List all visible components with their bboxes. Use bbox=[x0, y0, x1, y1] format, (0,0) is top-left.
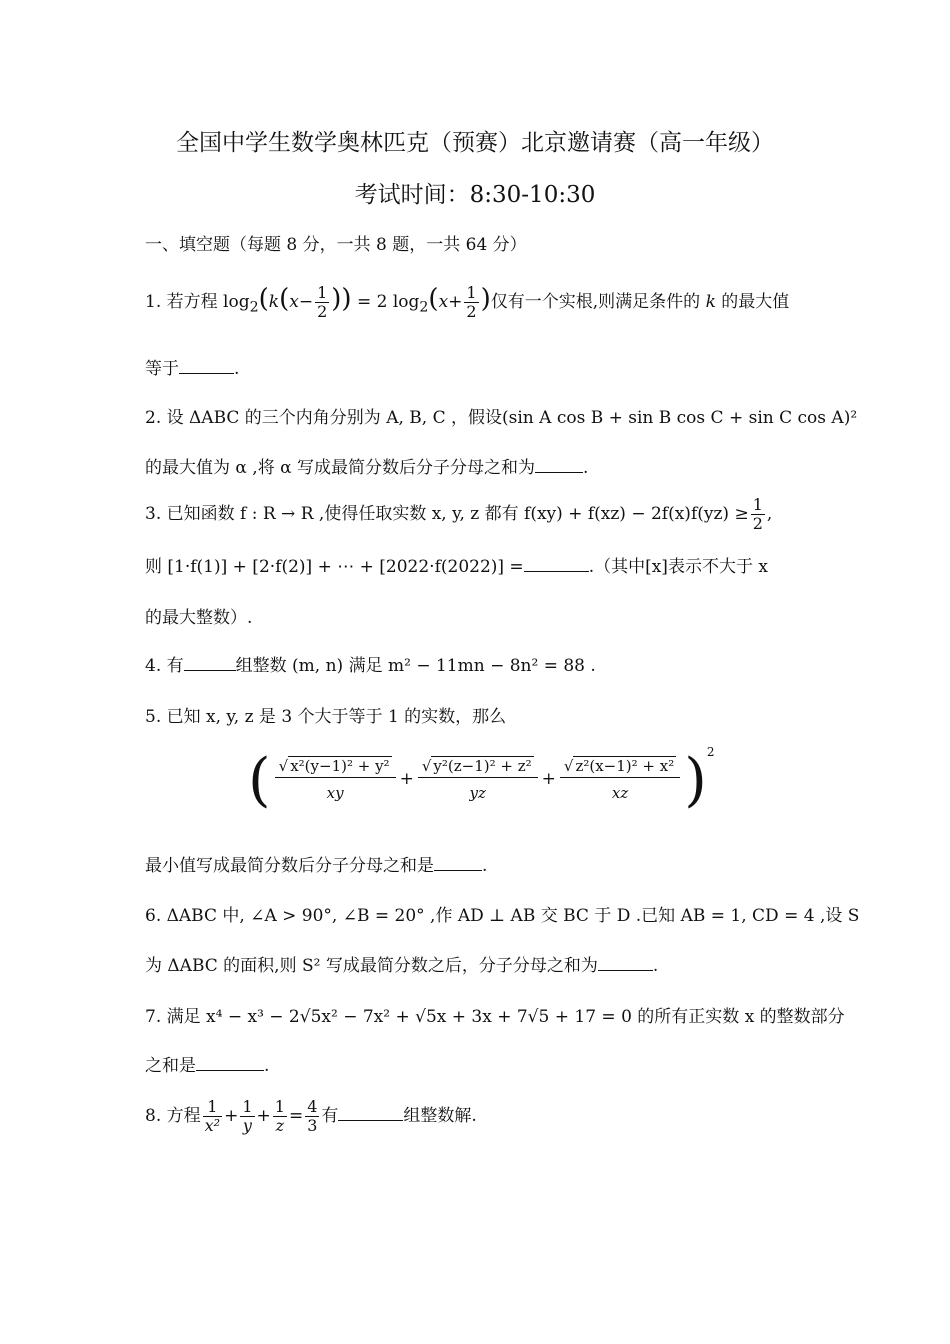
problem-5-line-2: 最小值写成最简分数后分子分母之和是 . bbox=[145, 856, 488, 876]
problem-6-line-1: 6. ΔABC 中, ∠A > 90°, ∠B = 20° ,作 AD ⊥ AB 交 BC 于 D .已知 AB = 1, CD = 4 ,设 S bbox=[145, 906, 860, 926]
problem-7-line-1: 7. 满足 x⁴ − x³ − 2√5x² − 7x² + √5x + 3x + 7√5 + 17 = 0 的所有正实数 x 的整数部分 bbox=[145, 1007, 845, 1027]
answer-blank-4[interactable] bbox=[184, 656, 236, 671]
exam-time: 考试时间：8:30-10:30 bbox=[354, 182, 596, 208]
problem-3-line-2: 则 [1·f(1)] + [2·f(2)] + ⋯ + [2022·f(2022)] = .（其中[x]表示不大于 x bbox=[145, 557, 768, 577]
problem-5-line-1: 5. 已知 x, y, z 是 3 个大于等于 1 的实数，那么 bbox=[145, 707, 507, 727]
answer-blank-3[interactable] bbox=[524, 557, 589, 572]
answer-blank-1[interactable] bbox=[179, 359, 234, 374]
problem-4-line-1: 4. 有 组整数 (m, n) 满足 m² − 11mn − 8n² = 88 . bbox=[145, 656, 596, 676]
problem-3-line-1: 3. 已知函数 f : R → R ,使得任取实数 x, y, z 都有 f(xy) + f(xz) − 2f(x)f(yz) ≥ $\frac{1}{2}$ , bbox=[145, 495, 773, 533]
problem-2-line-1: 2. 设 ΔABC 的三个内角分别为 A, B, C ，假设(sin A cos B + sin B cos C + sin C cos A)² bbox=[145, 408, 858, 428]
problem-2-line-2: 的最大值为 α ,将 α 写成最简分数后分子分母之和为 . bbox=[145, 458, 589, 478]
problem-1-line-2: 等于 . bbox=[145, 359, 240, 379]
section-heading: 一、填空题（每题 8 分，一共 8 题，一共 64 分） bbox=[145, 235, 527, 255]
exam-title: 全国中学生数学奥林匹克（预赛）北京邀请赛（高一年级） bbox=[176, 130, 774, 156]
problem-5-expression: ( $\frac{\text{√ x²(y−1)² + y²}}{xy}$ + $\frac{\text{√ y²(z−1)² + z²}}{yz}$ + $\frac{\text{√ z²(x−1)² + x²}}{xz}$ )$^2$ bbox=[248, 745, 715, 814]
problem-6-line-2: 为 ΔABC 的面积,则 S² 写成最简分数之后，分子分母之和为 . bbox=[145, 956, 659, 976]
answer-blank-7[interactable] bbox=[196, 1056, 264, 1071]
answer-blank-2[interactable] bbox=[535, 458, 583, 473]
problem-3-line-3: 的最大整数）. bbox=[145, 608, 253, 628]
problem-7-line-2: 之和是 . bbox=[145, 1056, 270, 1076]
answer-blank-6[interactable] bbox=[598, 956, 653, 971]
answer-blank-8[interactable] bbox=[338, 1106, 403, 1121]
problem-1-line-1: 1. 若方程 $\log_2(k(x-$ $\frac{1}{2}$ )) = 2 $\log_2(x+$ $\frac{1}{2}$ )仅有一个实根,则满足条件的 k 的最大值 bbox=[145, 283, 790, 321]
problem-8-line-1: 8. 方程 $\frac{1}{\text{x²}}$ + $\frac{1}{y}$ + $\frac{1}{z}$ = $\frac{4}{3}$ 有 组整数解. bbox=[145, 1097, 477, 1135]
answer-blank-5[interactable] bbox=[434, 856, 482, 871]
